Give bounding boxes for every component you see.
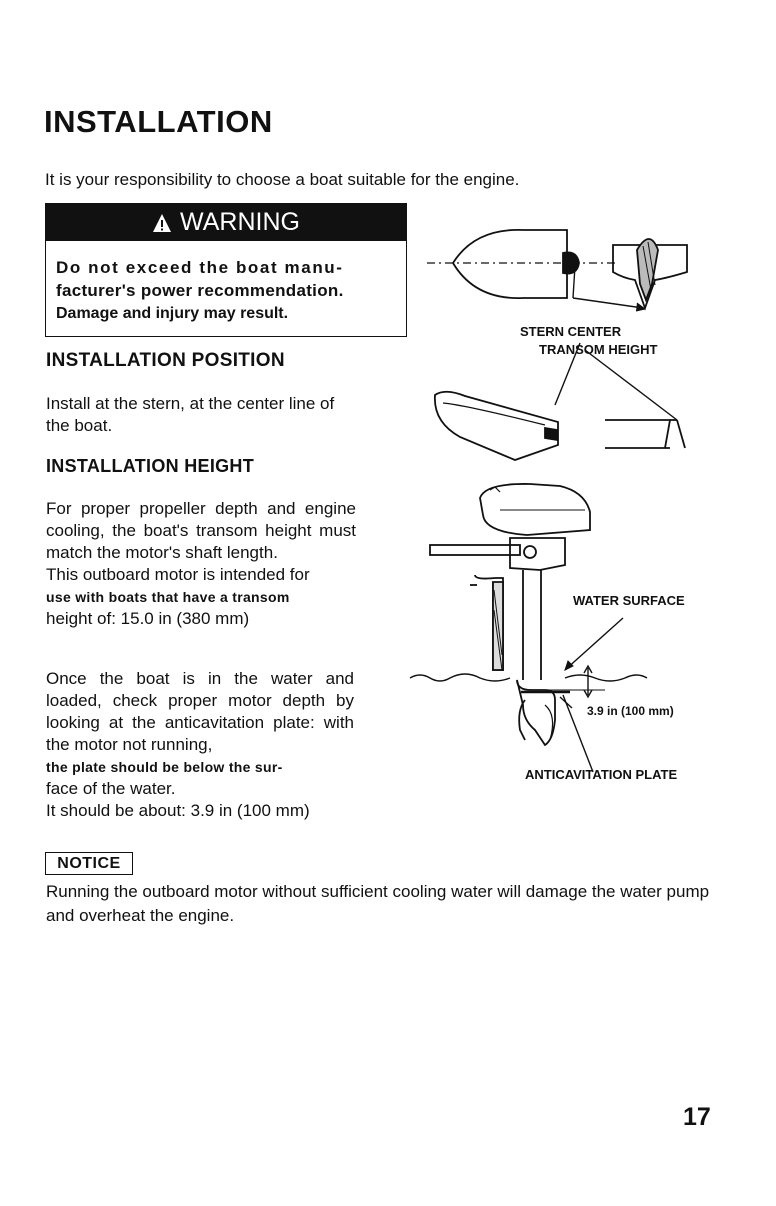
label-depth-measurement: 3.9 in (100 mm) [587,704,674,718]
outboard-motor-illustration [430,484,590,745]
intro-text: It is your responsibility to choose a boat suitable for the engine. [45,170,520,189]
label-stern-center: STERN CENTER [520,324,622,339]
height-paragraph-2-line-1: This outboard motor is intended for [46,565,310,584]
depth-check-text [46,668,354,822]
installation-height-text [46,498,356,630]
water-surface-line [410,674,647,681]
label-anticavitation-plate: ANTICAVITATION PLATE [525,767,678,782]
boat-side-view [435,392,685,460]
installation-position-text: Install at the stern, at the center line of the boat. [46,394,335,435]
boat-top-view [427,230,615,298]
height-paragraph-1: For proper propeller depth and engine cooling, the boat's transom height must match the motor's shaft length. [46,499,356,562]
height-paragraph-2-line-2: use with boats that have a transom [46,589,290,605]
notice-label: NOTICE [45,852,133,875]
page-title: INSTALLATION [44,104,273,139]
depth-paragraph-1: Once the boat is in the water and loaded, check proper motor depth by looking at the anticavitation plate: with the motor not running, [46,669,354,754]
warning-line-3: Damage and injury may result. [56,305,289,322]
label-water-surface: WATER SURFACE [573,593,685,608]
notice-text: Running the outboard motor without sufficient cooling water will damage the water pump and overheat the engine. [46,882,710,925]
warning-box [45,203,407,337]
warning-triangle-icon [152,213,172,233]
installation-position-heading: INSTALLATION POSITION [46,350,285,371]
installation-diagram [405,200,725,800]
warning-line-1: Do not exceed the boat manu- [56,258,344,277]
warning-line-2: facturer's power recommendation. [56,281,344,300]
warning-header [46,204,406,241]
label-transom-height: TRANSOM HEIGHT [539,342,658,357]
boat-rear-view [613,239,687,308]
page-number: 17 [683,1103,711,1131]
depth-paragraph-1-end: face of the water. [46,779,176,798]
warning-heading: WARNING [180,208,300,236]
warning-message [56,256,398,325]
depth-paragraph-2: It should be about: 3.9 in (100 mm) [46,801,310,820]
height-paragraph-2-line-3: height of: 15.0 in (380 mm) [46,609,250,628]
depth-paragraph-1-small: the plate should be below the sur- [46,759,283,775]
installation-height-heading: INSTALLATION HEIGHT [46,456,255,476]
